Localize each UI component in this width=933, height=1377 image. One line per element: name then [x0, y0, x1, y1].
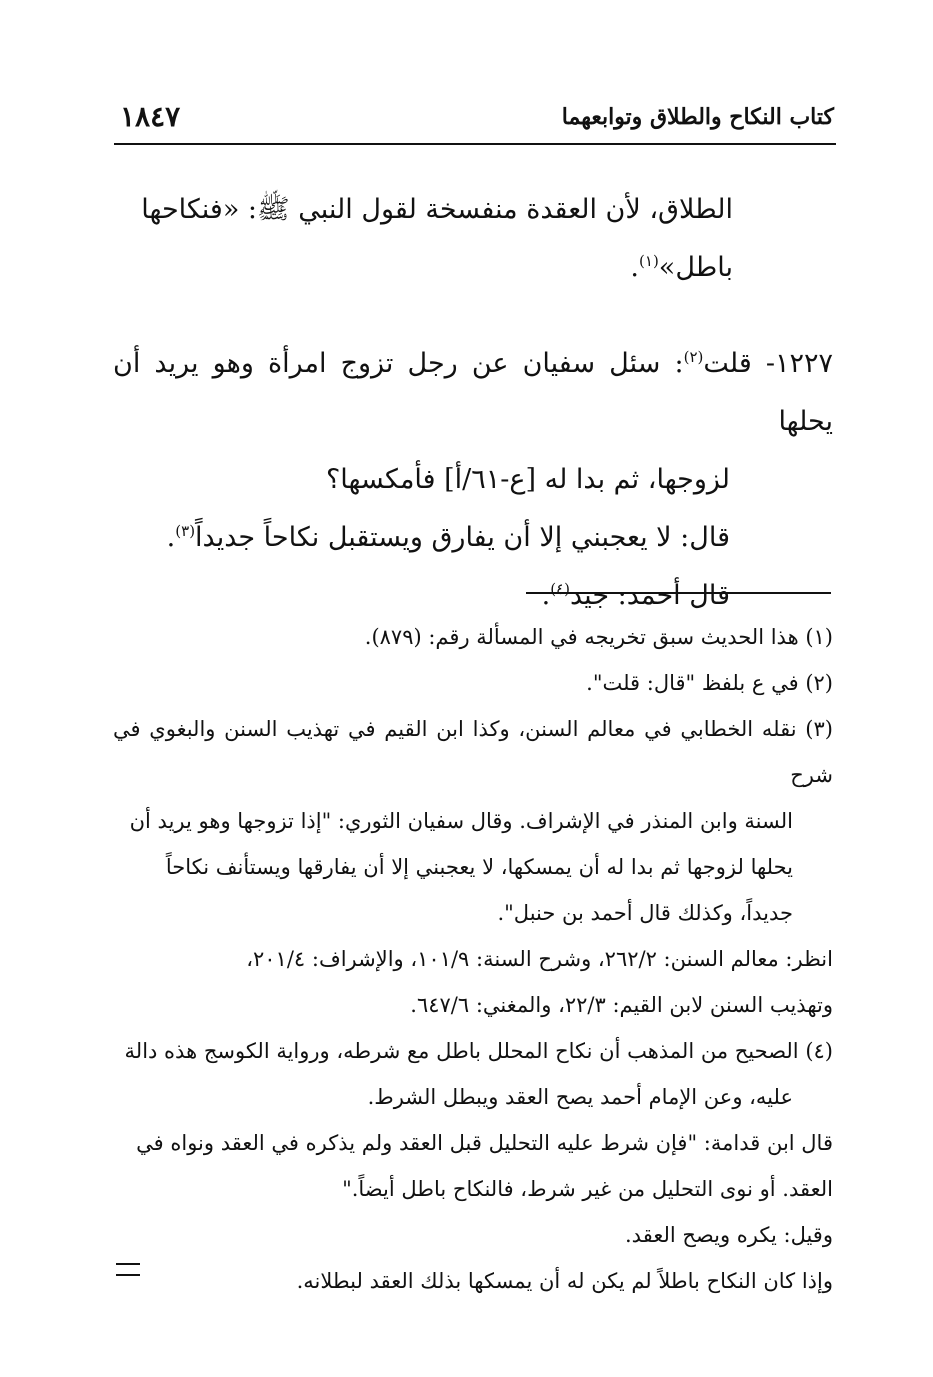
footnote-4-line: العقد. أو نوى التحليل من غير شرط، فالنكاح باطل أيضاً." [342, 1177, 833, 1201]
footnote-4-line: (٤) الصحيح من المذهب أن نكاح المحلل باطل مع شرطه، ورواية الكوسج هذه دالة [124, 1039, 833, 1063]
punctuation: . [630, 252, 640, 283]
text-run: : سئل سفيان عن رجل تزوج امرأة وهو يريد أن يحلها [113, 348, 833, 437]
footnote-3-line: جديداً، وكذلك قال أحمد بن حنبل". [497, 901, 793, 925]
text-line [113, 509, 833, 567]
page-header [114, 100, 834, 140]
footnote-3-line: انظر: معالم السنن: ٢٦٢/٢، وشرح السنة: ١٠١/٩، والإشراف: ٢٠١/٤، [246, 947, 833, 971]
chapter-title: كتاب النكاح والطلاق وتوابعهما [561, 104, 834, 130]
text-line [113, 335, 833, 451]
footnote-ref: (٢) [683, 348, 704, 366]
footnote-3-line: وتهذيب السنن لابن القيم: ٢٢/٣، والمغني: ٦٤٧/٦. [410, 993, 833, 1017]
footnote-separator [526, 592, 831, 594]
footnote-ref: (٤) [550, 580, 570, 598]
footnote-3-line: السنة وابن المنذر في الإشراف. وقال سفيان الثوري: "إذا تزوجها وهو يريد أن [129, 809, 793, 833]
text-line: الطلاق، لأن العقدة منفسخة لقول النبي ﷺ: «فنكاحها [141, 194, 733, 225]
paragraph-continuation [118, 181, 733, 297]
question-number: ١٢٢٧- قلت [703, 348, 833, 379]
footnote-4-line: وإذا كان النكاح باطلاً لم يكن له أن يمسكها بذلك العقد لبطلانه. [296, 1269, 833, 1293]
text-run: قال أحمد: جيد [570, 580, 730, 611]
footnote-3-line: يحلها لزوجها ثم بدا له أن يمسكها، لا يعجبني إلا أن يفارقها ويستأنف نكاحاً [165, 855, 793, 879]
text-line: باطل» [658, 252, 733, 283]
text-line: لزوجها، ثم بدا له [ع-٦١/أ] فأمكسها؟ [325, 464, 730, 495]
punctuation: . [166, 522, 176, 553]
footnote-ref: (٣) [175, 522, 196, 540]
page-number: ١٨٤٧ [120, 100, 181, 133]
footnotes [113, 614, 833, 1304]
footnote-1: (١) هذا الحديث سبق تخريجه في المسألة رقم: (٨٧٩). [364, 625, 833, 649]
footnote-4-line: وقيل: يكره ويصح العقد. [625, 1223, 833, 1247]
footnote-2: (٢) في ع بلفظ "قال: قلت". [586, 671, 833, 695]
text-run: قال: لا يعجبني إلا أن يفارق ويستقبل نكاحاً جديداً [195, 522, 730, 553]
footnote-4-line: قال ابن قدامة: "فإن شرط عليه التحليل قبل العقد ولم يذكره في العقد ونواه في [136, 1131, 833, 1155]
punctuation: . [541, 580, 551, 611]
question-1227 [113, 335, 833, 625]
footnote-ref: (١) [639, 252, 659, 270]
footnote-4-line: عليه، وعن الإمام أحمد يصح العقد ويبطل الشرط. [367, 1085, 793, 1109]
header-rule [114, 143, 836, 145]
continuation-mark [116, 1263, 140, 1276]
footnote-3-line: (٣) نقله الخطابي في معالم السنن، وكذا ابن القيم في تهذيب السنن والبغوي في شرح [113, 717, 833, 787]
